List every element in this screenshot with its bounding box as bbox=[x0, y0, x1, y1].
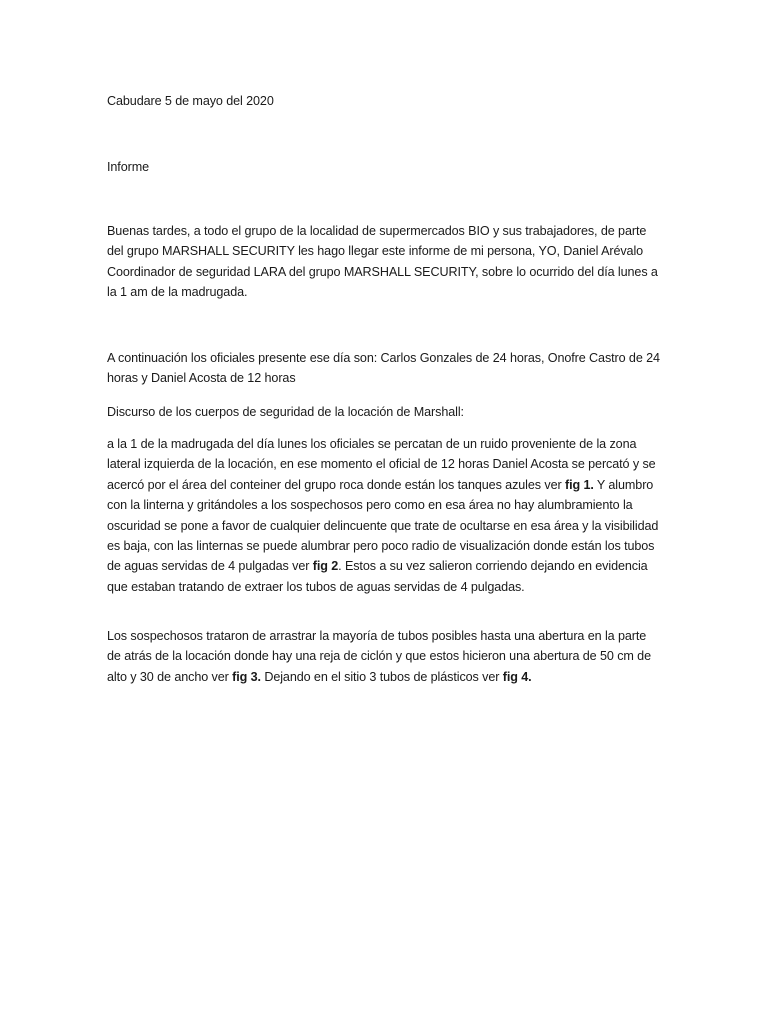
fig-3-reference: fig 3. bbox=[232, 669, 261, 684]
discourse-heading: Discurso de los cuerpos de seguridad de la locación de Marshall: bbox=[107, 405, 464, 419]
greeting-paragraph: Buenas tardes, a todo el grupo de la localidad de supermercados BIO y sus trabajadores, de parte del grupo MARSHALL SECURITY les hago llegar este informe de mi persona, YO, Daniel Arévalo Coordinador de seguridad LARA del grupo MARSHALL SECURITY, sobre lo ocurrido del día lunes a la 1 am de la madrugada. bbox=[107, 224, 658, 300]
conclusion-text-2: Dejando en el sitio 3 tubos de plásticos ver bbox=[260, 669, 503, 684]
narrative-text-3: . Estos a su vez salieron corriendo dejando en evidencia que estaban tratando de extraer los tubos de aguas servidas de 4 pulgadas. bbox=[107, 559, 648, 594]
date-line: Cabudare 5 de mayo del 2020 bbox=[107, 94, 274, 108]
officers-paragraph: A continuación los oficiales presente ese día son: Carlos Gonzales de 24 horas, Onofre Castro de 24 horas y Daniel Acosta de 12 horas bbox=[107, 351, 660, 386]
fig-1-reference: fig 1. bbox=[564, 477, 594, 492]
document-title: Informe bbox=[107, 160, 149, 174]
fig-4-reference: fig 4. bbox=[502, 669, 532, 684]
fig-2-reference: fig 2 bbox=[312, 559, 339, 574]
conclusion-text-1: Los sospechosos trataron de arrastrar la mayoría de tubos posibles hasta una abertura en la parte de atrás de la locación donde hay una reja de ciclón y que estos hicieron una abertura de 50 cm de alto y 30 de ancho ver bbox=[107, 629, 651, 684]
narrative-text-2: Y alumbro con la linterna y gritándoles a los sospechosos pero como en esa área no hay alumbramiento la oscuridad se pone a favor de cualquier delincuente que trate de ocultarse en esa área y la visibilidad es baja, con las linternas se puede alumbrar pero poco radio de visualización donde están los tubos de aguas servidas de 4 pulgadas ver bbox=[107, 477, 659, 574]
narrative-text-1: a la 1 de la madrugada del día lunes los oficiales se percatan de un ruido proveniente de la zona lateral izquierda de la locación, en ese momento el oficial de 12 horas Daniel Acosta se percató y se acercó por el área del conteiner del grupo roca donde están los tanques azules ver bbox=[107, 437, 656, 492]
conclusion-paragraph bbox=[107, 626, 663, 687]
narrative-paragraph bbox=[107, 434, 663, 597]
